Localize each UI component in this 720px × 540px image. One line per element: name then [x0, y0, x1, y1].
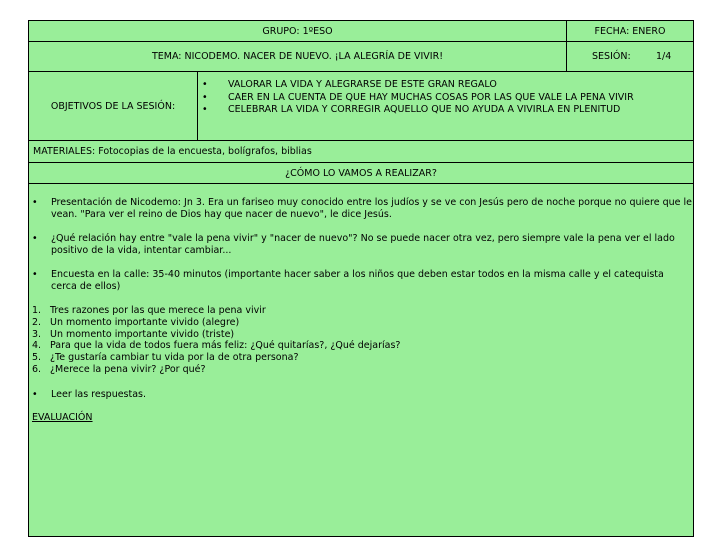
question-item: 3. Un momento importante vivido (triste) [32, 328, 235, 340]
objetivo-item: • CAER EN LA CUENTA DE QUE HAY MUCHAS COSAS POR LAS QUE VALE LA PENA VIVIR [202, 91, 634, 103]
question-item: 6. ¿Merece la pena vivir? ¿Por qué? [32, 363, 206, 375]
question-item: 2. Un momento importante vivido (alegre) [32, 316, 240, 328]
grupo-cell [28, 20, 567, 42]
bullet-icon: • [202, 104, 208, 115]
question-item: 1. Tres razones por las que merece la pena vivir [32, 305, 266, 316]
como-title: ¿CÓMO LO VAMOS A REALIZAR? [285, 167, 437, 179]
final-step-item: • Leer las respuestas. [32, 389, 147, 400]
bullet-icon: • [202, 79, 208, 90]
step-item: • Encuesta en la calle: 35-40 minutos (importante hacer saber a los niños que deben estar todos en la misma calle y el catequista cerca de ellos) [32, 269, 664, 292]
bullet-icon: • [32, 233, 38, 244]
fecha-cell [566, 20, 694, 42]
tema-cell [28, 41, 567, 72]
sesion-label: SESIÓN: [592, 51, 631, 62]
bullet-icon: • [32, 197, 38, 208]
sesion-cell [566, 41, 694, 72]
tema-text: TEMA: NICODEMO. NACER DE NUEVO. ¡LA ALEGRÍA DE VIVIR! [151, 51, 444, 62]
materiales-cell [28, 140, 694, 163]
objetivos-label: OBJETIVOS DE LA SESIÓN: [50, 100, 176, 112]
evaluacion-heading: EVALUACIÓN [32, 412, 93, 423]
question-item: 4. Para que la vida de todos fuera más feliz: ¿Qué quitarías?, ¿Qué dejarías? [32, 340, 401, 352]
bullet-icon: • [202, 91, 208, 103]
objetivo-item: • VALORAR LA VIDA Y ALEGRARSE DE ESTE GRAN REGALO [202, 79, 497, 90]
objetivos-label-cell [28, 71, 198, 141]
como-title-cell [28, 162, 694, 184]
questions-list [32, 305, 400, 376]
bullet-icon: • [32, 269, 38, 280]
step-item: • ¿Qué relación hay entre "vale la pena vivir" y "nacer de nuevo"? No se puede nacer otra vez, pero siempre vale la pena ver el lado positivo de la vida, intentar cambiar... [32, 233, 675, 256]
step-item: • Presentación de Nicodemo: Jn 3. Era un fariseo muy conocido entre los judíos y se ve con Jesús pero de noche porque no quiere que le vean. "Para ver el reino de Dios hay que nacer de nuevo", le dice Jesús. [32, 197, 692, 220]
question-item: 5. ¿Te gustaría cambiar tu vida por la de otra persona? [32, 352, 299, 364]
grupo-text: GRUPO: 1ºESO [262, 25, 333, 37]
bullet-icon: • [32, 389, 38, 400]
fecha-text: FECHA: ENERO [594, 25, 666, 37]
sesion-value: 1/4 [656, 51, 672, 62]
objetivos-list [202, 79, 634, 117]
materiales-text: MATERIALES: Fotocopias de la encuesta, bolígrafos, biblias [33, 146, 312, 157]
objetivo-item: • CELEBRAR LA VIDA Y CORREGIR AQUELLO QUE NO AYUDA A VIVIRLA EN PLENITUD [202, 104, 621, 115]
